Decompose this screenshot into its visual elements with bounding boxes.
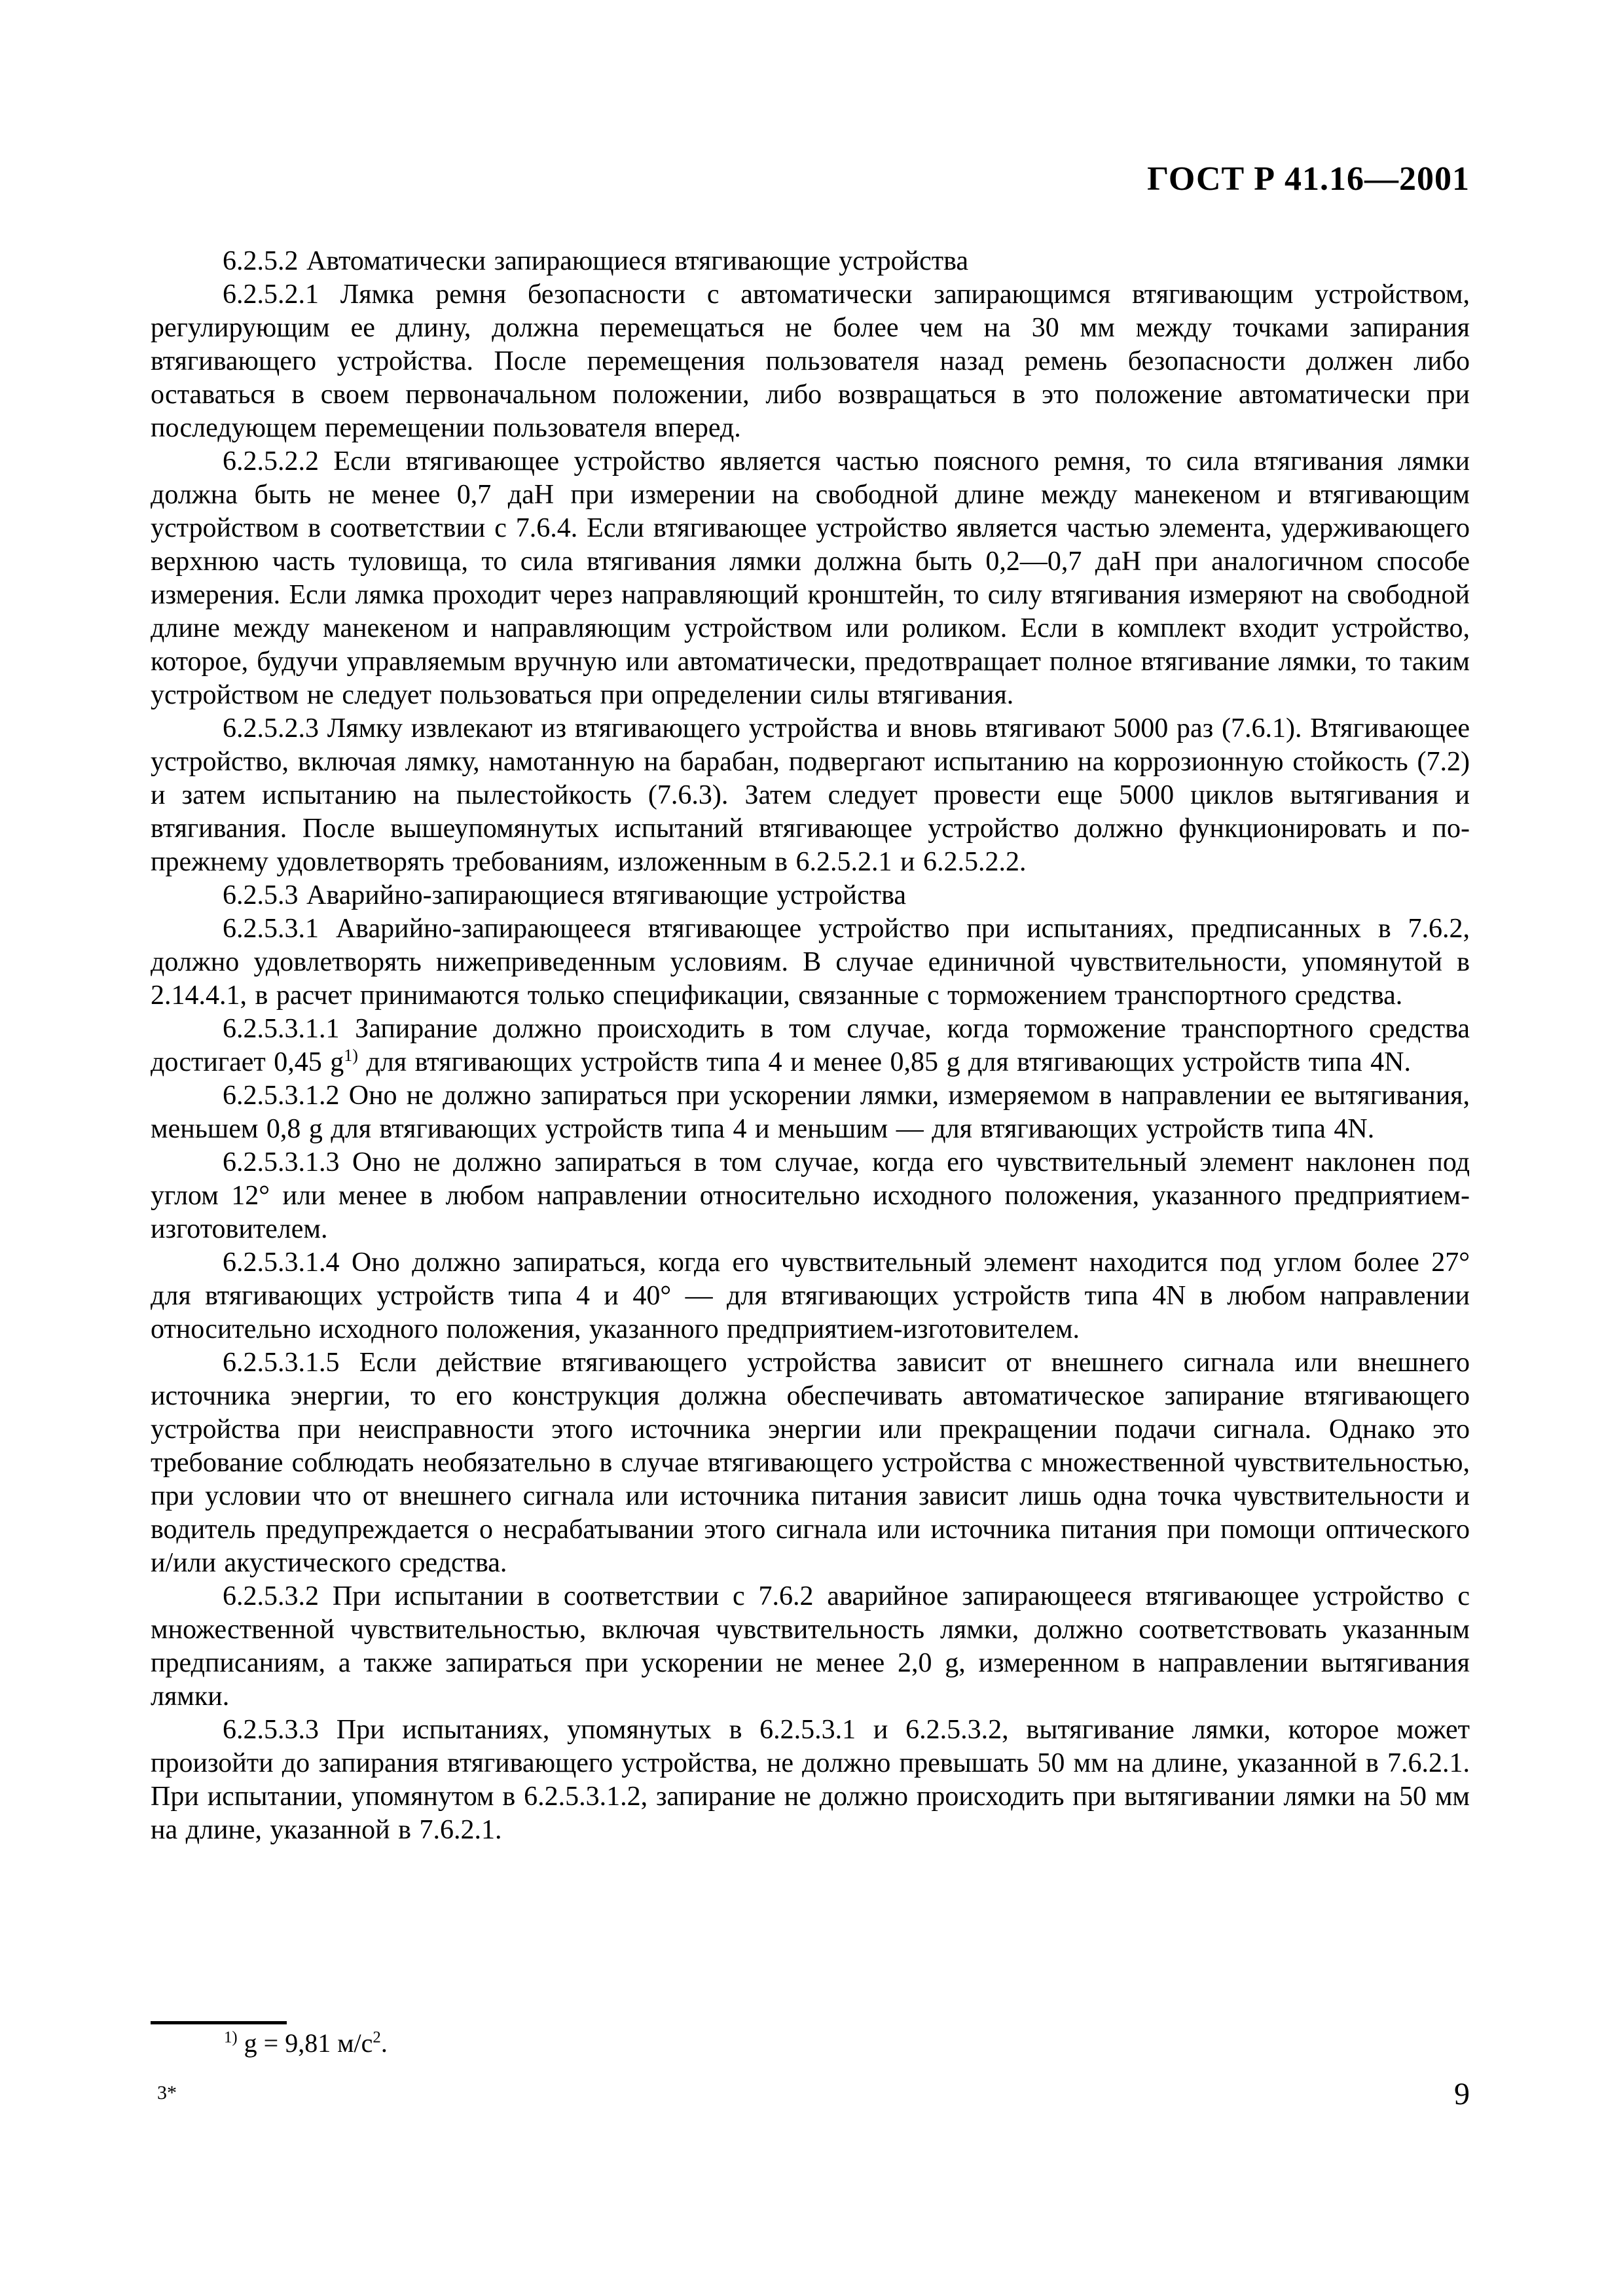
footnote-reference-superscript: 1) — [224, 2028, 238, 2047]
text-run: 6.2.5.2.1 Лямка ремня безопасности с автоматически запирающимся втягивающим устройством, регулирующим ее длину, должна перемещаться не более чем на 30 мм между точками запирания втягивающего устройства. После перемещения пользователя назад ремень безопасности должен либо оставаться в своем первоначальном положении, либо возвращаться в это положение автоматически при последующем перемещении пользователя вперед. — [151, 279, 1470, 443]
paragraph — [151, 1146, 1470, 1246]
paragraph — [151, 912, 1470, 1013]
text-run: 6.2.5.2.3 Лямку извлекают из втягивающего устройства и вновь втягивают 5000 раз (7.6.1). Втягивающее устройство, включая лямку, намотанную на барабан, подвергают испытанию на коррозионную стойкость (7.2) и затем испытанию на пылестойкость (7.6.3). Затем следует провести еще 5000 циклов вытягивания и втягивания. После вышеупомянутых испытаний втягивающее устройство должно функционировать и по-прежнему удовлетворять требованиям, изложенным в 6.2.5.2.1 и 6.2.5.2.2. — [151, 713, 1470, 877]
document-header-title: ГОСТ Р 41.16—2001 — [1147, 160, 1470, 198]
text-run: . — [380, 2028, 388, 2058]
paragraph — [151, 1580, 1470, 1713]
footnote-reference-superscript: 2 — [373, 2028, 381, 2047]
text-run: 6.2.5.3 Аварийно-запирающиеся втягивающие устройства — [223, 880, 907, 910]
text-run: 6.2.5.3.1 Аварийно-запирающееся втягивающее устройство при испытаниях, предписанных в 7.6.2, должно удовлетворять нижеприведенным условиям. В случае единичной чувствительности, упомянутой в 2.14.4.1, в расчет принимаются только спецификации, связанные с торможением транспортного средства. — [151, 914, 1470, 1011]
paragraph — [151, 278, 1470, 445]
text-run: g = 9,81 м/с — [237, 2028, 373, 2058]
text-run: 6.2.5.3.1.5 Если действие втягивающего устройства зависит от внешнего сигнала или внешнего источника энергии, то его конструкция должна обеспечивать автоматическое запирание втягивающего устройства при неисправности этого источника энергии или прекращении подачи сигнала. Однако это требование соблюдать необязательно в случае втягивающего устройства с множественной чувствительностью, при условии что от внешнего сигнала или источника питания зависит лишь одна точка чувствительности и водитель предупреждается о несрабатывании этого сигнала или источника питания при помощи оптического и/или акустического средства. — [151, 1348, 1470, 1578]
text-run: 6.2.5.3.1.2 Оно не должно запираться при ускорении лямки, измеряемом в направлении ее вытягивания, меньшем 0,8 g для втягивающих устройств типа 4 и меньшим — для втягивающих устройств типа 4N. — [151, 1081, 1470, 1144]
paragraph — [151, 445, 1470, 712]
body-paragraphs — [151, 245, 1470, 1847]
print-signature-mark: 3* — [157, 2082, 177, 2104]
footnote-text — [151, 2028, 1470, 2059]
text-run: 6.2.5.2 Автоматически запирающиеся втягивающие устройства — [223, 246, 969, 276]
text-run: 6.2.5.3.3 При испытаниях, упомянутых в 6.2.5.3.1 и 6.2.5.3.2, вытягивание лямки, которое может произойти до запирания втягивающего устройства, не должно превышать 50 мм на длине, указанной в 7.6.2.1. При испытании, упомянутом в 6.2.5.3.1.2, запирание не должно происходить при вытягивании лямки на 50 мм на длине, указанной в 7.6.2.1. — [151, 1715, 1470, 1845]
text-run: для втягивающих устройств типа 4 и менее 0,85 g для втягивающих устройств типа 4N. — [357, 1047, 1411, 1077]
text-run: 6.2.5.3.1.3 Оно не должно запираться в том случае, когда его чувствительный элемент наклонен под углом 12° или менее в любом направлении относительно исходного положения, указанного предприятием-изготовителем. — [151, 1147, 1470, 1244]
text-run: 6.2.5.2.2 Если втягивающее устройство является частью поясного ремня, то сила втягивания лямки должна быть не менее 0,7 даН при измерении на свободной длине между манекеном и втягивающим устройством в соответствии с 7.6.4. Если втягивающее устройство является частью элемента, удерживающего верхнюю часть туловища, то сила втягивания лямки должна быть 0,2—0,7 даН при аналогичном способе измерения. Если лямка проходит через направляющий кронштейн, то силу втягивания измеряют на свободной длине между манекеном и направляющим устройством или роликом. Если в комплект входит устройство, которое, будучи управляемым вручную или автоматически, предотвращает полное втягивание лямки, то таким устройством не следует пользоваться при определении силы втягивания. — [151, 446, 1470, 710]
paragraph — [151, 1013, 1470, 1079]
text-run: 6.2.5.3.1.1 Запирание должно происходить в том случае, когда торможение транспортного средства достигает 0,45 g — [151, 1014, 1470, 1077]
paragraph — [151, 712, 1470, 879]
text-run: 6.2.5.3.1.4 Оно должно запираться, когда его чувствительный элемент находится под углом более 27° для втягивающих устройств типа 4 и 40° — для втягивающих устройств типа 4N в любом направлении относительно исходного положения, указанного предприятием-изготовителем. — [151, 1247, 1470, 1344]
footnote-separator-rule — [151, 2021, 287, 2024]
paragraph — [151, 1246, 1470, 1346]
footnote-reference-superscript: 1) — [344, 1046, 358, 1065]
paragraph — [151, 1713, 1470, 1847]
text-run: 6.2.5.3.2 При испытании в соответствии с 7.6.2 аварийное запирающееся втягивающее устройство с множественной чувствительностью, включая чувствительность лямки, должно соответствовать указанным предписаниям, а также запираться при ускорении не менее 2,0 g, измеренном в направлении вытягивания лямки. — [151, 1581, 1470, 1712]
paragraph — [151, 1079, 1470, 1146]
paragraph — [151, 1346, 1470, 1580]
paragraph — [151, 245, 1470, 278]
paragraph — [151, 879, 1470, 912]
page-number: 9 — [1454, 2077, 1470, 2111]
